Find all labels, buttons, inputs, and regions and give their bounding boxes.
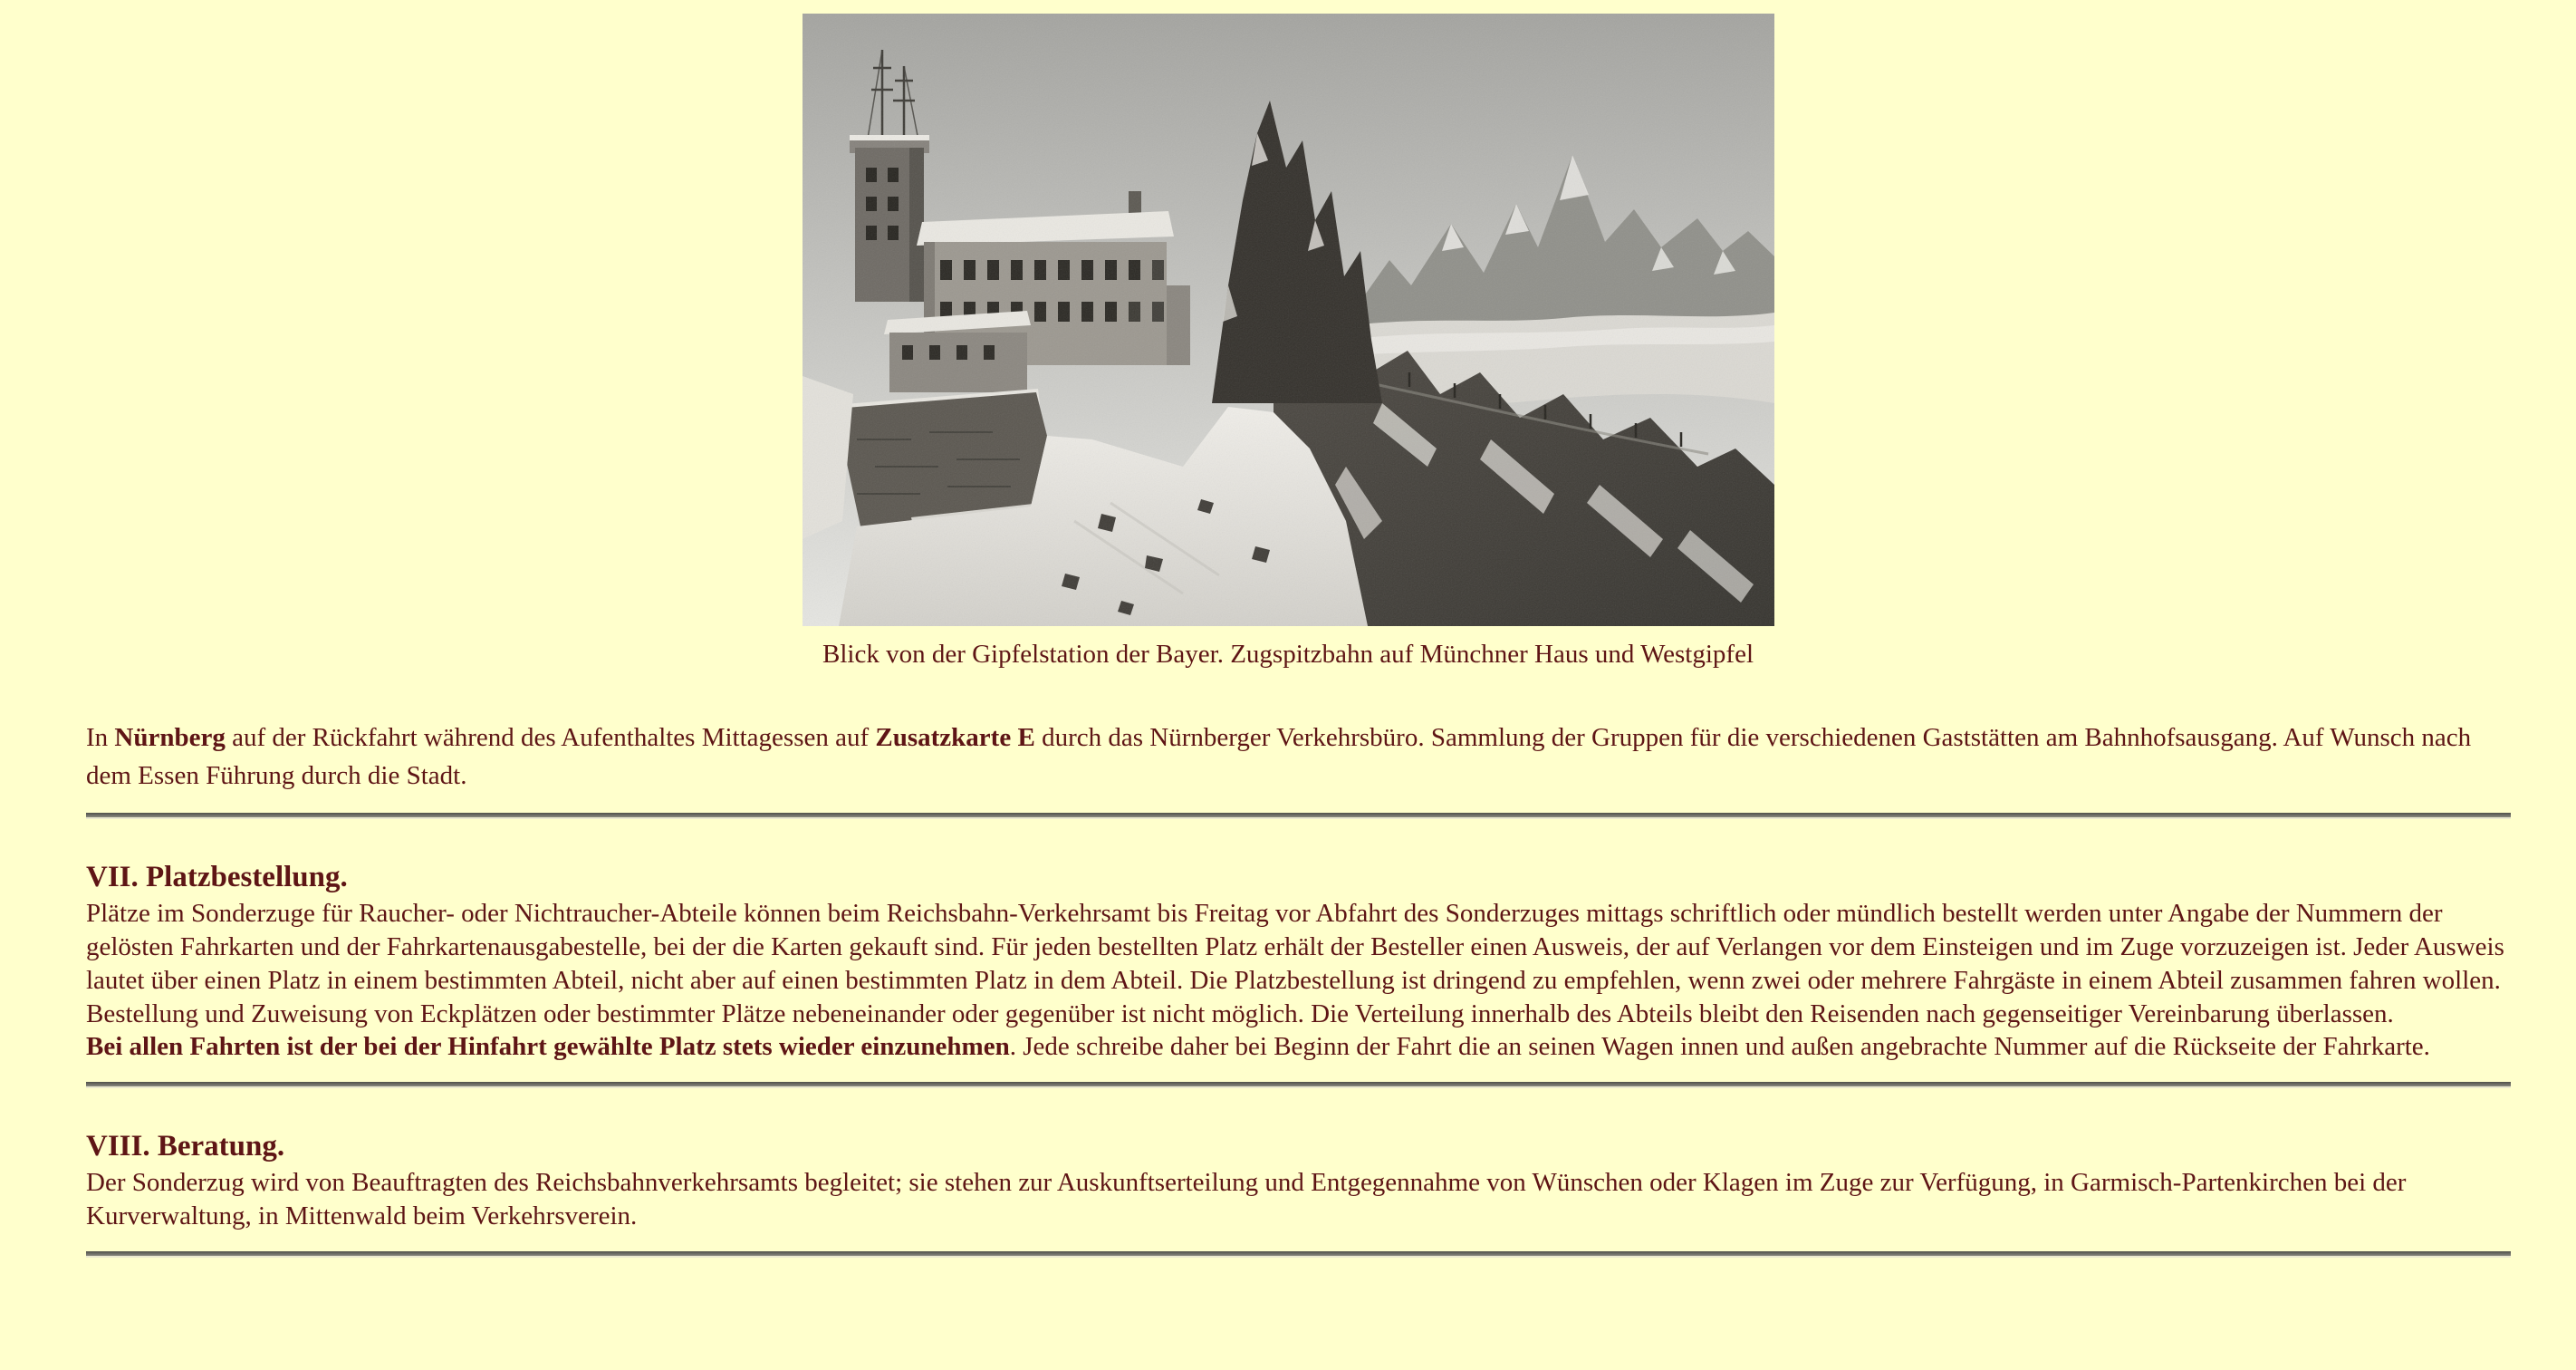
photo-block — [0, 0, 2576, 670]
intro-text-2: auf der Rückfahrt während des Aufenthaltes Mittagessen auf — [225, 723, 876, 752]
section-viii-paragraph: Der Sonderzug wird von Beauftragten des Reichsbahnverkehrsamts begleitet; sie stehen zur Auskunftserteilung und Entgegennahme von Wünschen oder Klagen im Zuge zur Verfügung, in Garmisch-Partenkirchen bei der Kurverwaltung, in Mittenwald beim Verkehrsverein. — [86, 1168, 2407, 1231]
section-vii-heading: VII. Platzbestellung. — [86, 861, 348, 894]
section-vii — [86, 861, 2511, 1064]
photo-caption: Blick von der Gipfelstation der Bayer. Zugspitzbahn auf Münchner Haus und Westgipfel — [822, 640, 1754, 669]
intro-bold-nuernberg: Nürnberg — [114, 723, 226, 752]
section-viii — [86, 1130, 2511, 1233]
photo-grain-overlay — [803, 14, 1774, 626]
divider-after-intro — [86, 813, 2511, 819]
section-vii-paragraph — [86, 897, 2511, 1064]
section-vii-note-rest: . Jede schreibe daher bei Beginn der Fahrt die an seinen Wagen innen und außen angebrachte Nummer auf die Rückseite der Fahrkarte. — [1009, 1032, 2430, 1062]
section-vii-bold-note: Bei allen Fahrten ist der bei der Hinfahrt gewählte Platz stets wieder einzunehmen — [86, 1032, 1010, 1062]
section-viii-heading: VIII. Beratung. — [86, 1130, 285, 1163]
intro-paragraph — [86, 719, 2511, 795]
section-vii-body: Plätze im Sonderzuge für Raucher- oder Nichtraucher-Abteile können beim Reichsbahn-Verkehrsamt bis Freitag vor Abfahrt des Sonderzuges mittags schriftlich oder mündlich bestellt werden unter Angabe der Nummern der gelösten Fahrkarten und der Fahrkartenausgabestelle, bei der die Karten gekauft sind. Für jeden bestellten Platz erhält der Besteller einen Ausweis, der auf Verlangen vor dem Einsteigen und im Zuge vorzuzeigen ist. Jeder Ausweis lautet über einen Platz in einem bestimmten Abteil, nicht aber auf einen bestimmten Platz in dem Abteil. Die Platzbestellung ist dringend zu empfehlen, wenn zwei oder mehrere Fahrgäste in einem Abteil zusammen fahren wollen. Bestellung und Zuweisung von Eckplätzen oder bestimmter Plätze nebeneinander oder gegenüber ist nicht möglich. Die Verteilung innerhalb des Abteils bleibt den Reisenden nach gegenseitiger Vereinbarung überlassen. — [86, 899, 2504, 1028]
intro-text-3: durch das Nürnberger Verkehrsbüro. Sammlung der Gruppen für die verschiedenen Gaststätten am Bahnhofsausgang. Auf Wunsch nach dem Essen Führung durch die Stadt. — [86, 723, 2472, 791]
summit-photo-image — [803, 14, 1774, 626]
divider-after-viii — [86, 1251, 2511, 1258]
intro-bold-zusatzkarte: Zusatzkarte E — [875, 723, 1035, 752]
intro-text-1: In — [86, 723, 115, 752]
page-content — [0, 719, 2576, 1258]
summit-photo — [803, 14, 1774, 626]
divider-after-vii — [86, 1082, 2511, 1088]
